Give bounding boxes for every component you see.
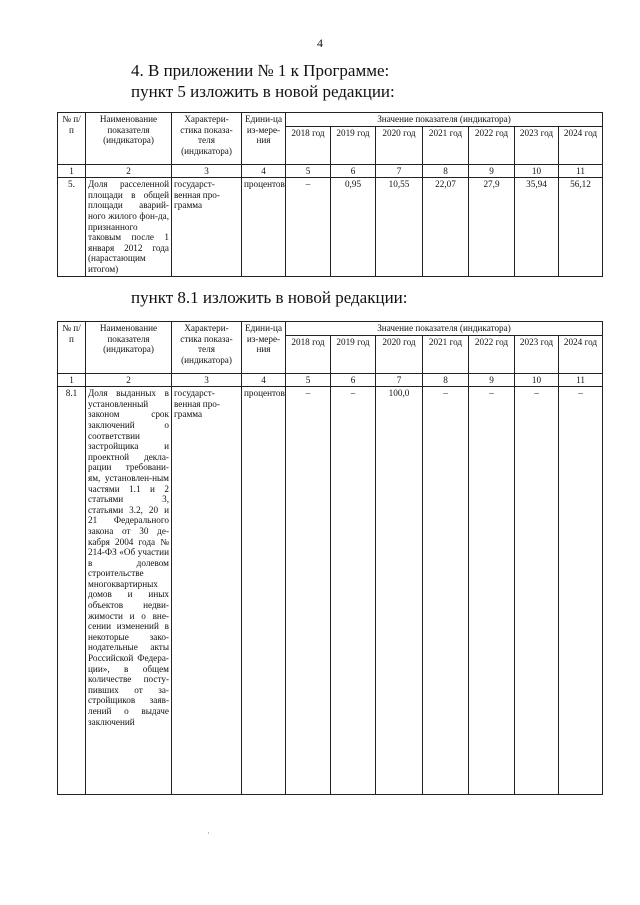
column-index: 5 [286, 164, 331, 178]
row-value: – [286, 178, 331, 276]
row-name: Доля выданных в установленный законом срок заключений о соответствии застройщика и проектной декла-рации требовани-ям, установлен-ным частями 1.1 и 2 статьями 3, статьями 3.2, 20 и 21 Федерального закона от 30 де-кабря 2004 года № 214-ФЗ «Об участии в долевом строительстве многоквартирных домов и иных объектов недви-жимости и о вне-сении изменений в некоторые зако-нодательные акты Российской Федера-ции», в общем количестве посту-пивших от за-стройщиков заяв-лений о выдаче заключений [86, 387, 172, 795]
column-index: 11 [559, 373, 603, 387]
header-year: 2021 год [423, 126, 469, 164]
column-index: 10 [515, 373, 559, 387]
row-unit: процентов [242, 178, 286, 276]
table-row [58, 387, 603, 795]
header-year: 2020 год [376, 335, 423, 373]
row-value: – [469, 387, 515, 795]
column-index: 9 [469, 164, 515, 178]
column-index-row [58, 373, 603, 387]
row-num: 5. [58, 178, 86, 276]
header-unit: Едини-ца из-мере-ния [242, 322, 286, 374]
header-name: Наименование показателя (индикатора) [86, 113, 172, 165]
row-value: – [286, 387, 331, 795]
column-index: 9 [469, 373, 515, 387]
row-value: – [331, 387, 376, 795]
column-index: 4 [242, 373, 286, 387]
column-index: 3 [172, 164, 242, 178]
header-year: 2023 год [515, 126, 559, 164]
header-year: 2022 год [469, 126, 515, 164]
column-index: 1 [58, 164, 86, 178]
row-value: 0,95 [331, 178, 376, 276]
header-year: 2018 год [286, 126, 331, 164]
header-year: 2018 год [286, 335, 331, 373]
row-unit: процентов [242, 387, 286, 795]
scan-speck: · [207, 828, 210, 838]
header-name: Наименование показателя (индикатора) [86, 322, 172, 374]
column-index: 1 [58, 373, 86, 387]
row-value: – [559, 387, 603, 795]
header-unit: Едини-ца из-мере-ния [242, 113, 286, 165]
row-num: 8.1 [58, 387, 86, 795]
column-index: 8 [423, 373, 469, 387]
row-value: 27,9 [469, 178, 515, 276]
indicator-table-1 [57, 112, 603, 277]
header-num: № п/п [58, 113, 86, 165]
header-value-group: Значение показателя (индикатора) [286, 322, 603, 336]
header-year: 2023 год [515, 335, 559, 373]
section-2-heading: пункт 8.1 изложить в новой редакции: [131, 288, 408, 307]
indicator-table-2 [57, 321, 603, 795]
column-index: 7 [376, 164, 423, 178]
column-index: 7 [376, 373, 423, 387]
row-value: 56,12 [559, 178, 603, 276]
header-characteristic: Характери-стика показа-теля (индикатора) [172, 113, 242, 165]
heading-line-2: пункт 5 изложить в новой редакции: [131, 82, 395, 101]
row-value: 100,0 [376, 387, 423, 795]
header-year: 2019 год [331, 335, 376, 373]
header-year: 2021 год [423, 335, 469, 373]
row-characteristic: государст-венная про-грамма [172, 178, 242, 276]
header-year: 2024 год [559, 335, 603, 373]
column-index: 11 [559, 164, 603, 178]
heading-line-1: 4. В приложении № 1 к Программе: [131, 61, 390, 80]
column-index: 3 [172, 373, 242, 387]
header-num: № п/п [58, 322, 86, 374]
row-name: Доля расселенной площади в общей площади аварий-ного жилого фон-да, признанного таковым после 1 января 2012 года (нарастающим итогом) [86, 178, 172, 276]
column-index: 5 [286, 373, 331, 387]
header-characteristic: Характери-стика показа-теля (индикатора) [172, 322, 242, 374]
column-index: 2 [86, 164, 172, 178]
row-value: – [423, 387, 469, 795]
row-value: 35,94 [515, 178, 559, 276]
column-index: 10 [515, 164, 559, 178]
column-index: 8 [423, 164, 469, 178]
header-value-group: Значение показателя (индикатора) [286, 113, 603, 127]
table-row [58, 178, 603, 276]
header-year: 2024 год [559, 126, 603, 164]
row-value: 22,07 [423, 178, 469, 276]
column-index-row [58, 164, 603, 178]
row-characteristic: государст-венная про-грамма [172, 387, 242, 795]
column-index: 6 [331, 373, 376, 387]
header-year: 2019 год [331, 126, 376, 164]
header-year: 2022 год [469, 335, 515, 373]
row-value: – [515, 387, 559, 795]
header-year: 2020 год [376, 126, 423, 164]
row-value: 10,55 [376, 178, 423, 276]
column-index: 4 [242, 164, 286, 178]
column-index: 6 [331, 164, 376, 178]
page-number: 4 [317, 36, 323, 50]
column-index: 2 [86, 373, 172, 387]
